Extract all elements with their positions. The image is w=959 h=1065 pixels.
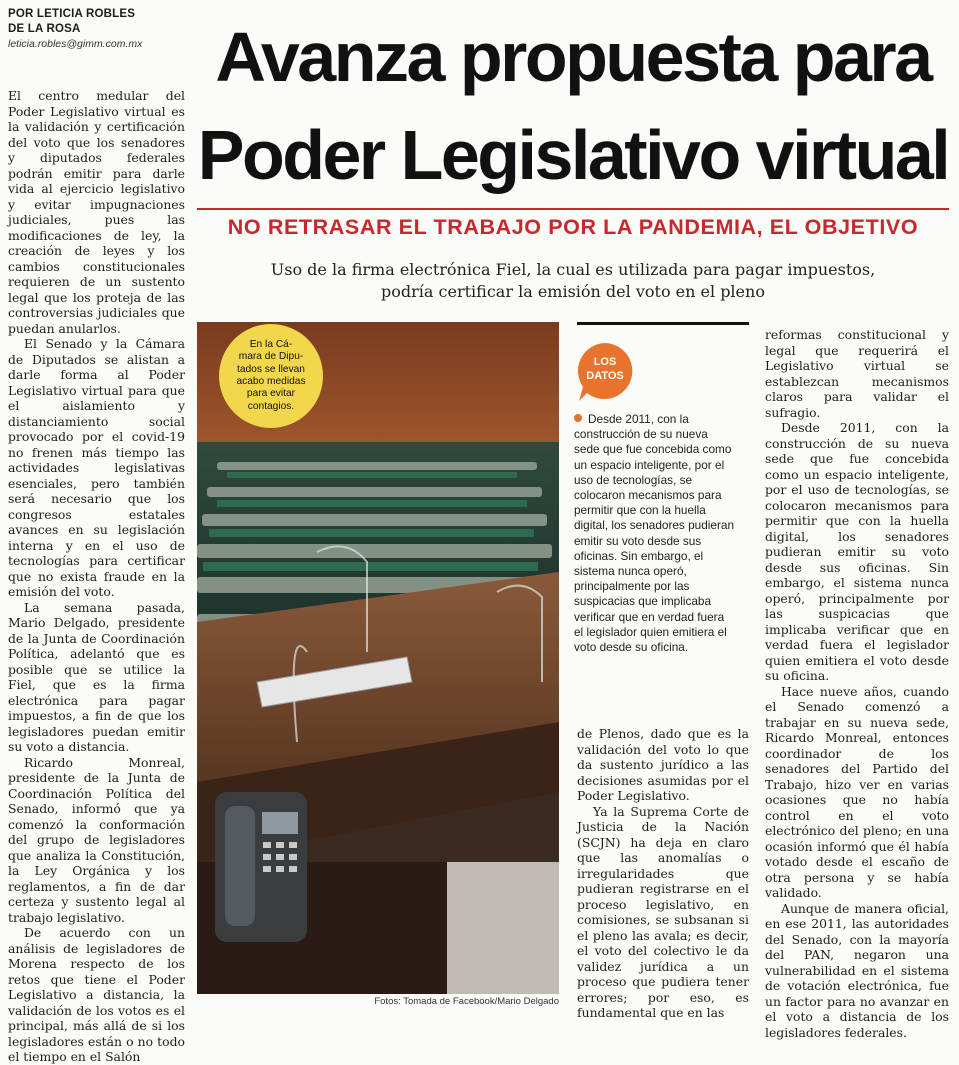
- paragraph: De acuerdo con un análisis de legisladores de Morena respecto de los retos que tiene el Poder Legislativo a distancia, la validación de los votos es el principal, más allá de si los legisladores están o no todo el tiempo en el Salón: [8, 925, 185, 1064]
- bubble-line: acabo medidas: [236, 376, 306, 387]
- article-column-1: [8, 88, 185, 1065]
- deck-line1: Uso de la firma electrónica Fiel, la cual es utilizada para pagar impuestos,: [270, 260, 876, 279]
- bubble-line: tados se llevan: [237, 363, 305, 375]
- author-name-line2: DE LA ROSA: [8, 23, 81, 35]
- headline: [197, 8, 949, 204]
- paragraph: Aunque de manera oficial, en ese 2011, las autoridades del Senado, con la mayoría del PAN, negaron una vulnerabilidad en el sistema de votación electrónica, fue un factor para no avanzar en el voto a distancia de los legisladores federales.: [765, 900, 949, 1040]
- photo-callout-bubble: [219, 324, 323, 428]
- datos-badge-label: [573, 355, 637, 383]
- paragraph: Desde 2011, con la construcción de su nueva sede que fue concebida como un espacio inteligente, por el uso de tecnologías, se colocaron mecanismos para permitir que con la huella digital, los senadores pudieran emitir su voto desde sus oficinas. Sin embargo, el sistema nunca operó, principalmente por las suspicacias que implicaba verificar que en verdad fuera el legislador quien emitiera el voto desde su oficina.: [765, 420, 949, 683]
- badge-line1: LOS: [593, 356, 617, 368]
- paragraph: reformas constitucional y legal que requerirá el Legislativo virtual se establezcan mecanismos claros para validar el sufragio.: [765, 327, 949, 420]
- bubble-line: En la Cá-: [249, 338, 293, 350]
- paragraph: de Plenos, dado que es la validación del voto lo que da sustento jurídico a las decisiones asumidas por el Poder Legislativo.: [577, 726, 749, 803]
- badge-line2: DATOS: [586, 370, 624, 382]
- author-name-line1: POR LETICIA ROBLES: [8, 8, 136, 20]
- kicker-divider: [197, 208, 949, 210]
- bubble-line: contagios.: [247, 400, 295, 412]
- deck-line2: podría certificar la emisión del voto en el pleno: [381, 282, 765, 301]
- paragraph: La semana pasada, Mario Delgado, presidente de la Junta de Coordinación Política, adelantó que es posible que se utilice la Fiel, que es la firma electrónica para pagar impuestos, a fin de que los legisladores puedan emitir su voto a distancia.: [8, 599, 185, 754]
- headline-line1: Avanza propuesta para: [215, 18, 931, 96]
- desk-phone: [215, 792, 307, 942]
- datos-paragraph: Desde 2011, con la construcción de su nueva sede que fue concebida como un espacio inteligente, por el uso de tecnologías, se colocaron mecanismos para permitir que con la huella digital, los senadores pudieran emitir su voto desde sus oficinas. Sin embargo, el sistema nunca operó, principalmente por las suspicacias que implicaba verificar que en verdad fuera el legislador quien emitiera el voto desde su oficina.: [574, 412, 735, 655]
- paragraph: El Senado y la Cámara de Diputados se alistan a darle forma al Poder Legislativo virtual para que el aislamiento y distanciamiento social provocado por el covid-19 no frenen más tiempo las actividades legislativas esenciales, pero también será necesario que los congresos estatales avances en su legislación interna y en el uso de tecnologías para certificar que no exista fraude en la emisión del voto.: [8, 336, 185, 599]
- datos-rule: [577, 322, 749, 325]
- article-column-3: [577, 726, 749, 1021]
- paragraph: Ricardo Monreal, presidente de la Junta de Coordinación Política del Senado, informó que ya comenzó la conformación del grupo de legisladores que analiza la Constitución, la Ley Orgánica y los reglamentos, a fin de dar certeza y sustento legal al trabajo legislativo.: [8, 754, 185, 925]
- chamber-photo: [197, 322, 559, 994]
- kicker: NO RETRASAR EL TRABAJO POR LA PANDEMIA, EL OBJETIVO: [227, 215, 919, 239]
- paragraph: El centro medular del Poder Legislativo virtual es la validación y certificación del voto que los senadores y diputados federales podrán emitir para darle vida al ejercicio legislativo y evitar impugnaciones judiciales, pues las modificaciones de ley, la creación de leyes y los cambios constitucionales requieren de un sustento legal que los proteja de las controversias judiciales que puedan anularlos.: [8, 88, 185, 336]
- bubble-line: para evitar: [246, 388, 296, 400]
- photo-credit: Fotos: Tomada de Facebook/Mario Delgado: [374, 996, 559, 1007]
- author-email[interactable]: leticia.robles@gimm.com.mx: [8, 38, 143, 50]
- article-column-4: [765, 327, 949, 1040]
- paragraph: Ya la Suprema Corte de Justicia de la Nación (SCJN) ha deja en claro que las anomalías o irregularidades que pudieran registrarse en el proceso legislativo, en comisiones, se subsanan si el pleno las avala; es decir, el voto del colectivo le da validez jurídica a un proceso que pudiera tener errores; por eso, es fundamental que en las: [577, 803, 749, 1020]
- byline: [8, 7, 188, 51]
- datos-text: [574, 412, 736, 655]
- bullet-dot: [574, 414, 582, 422]
- deck: [197, 259, 949, 303]
- datos-badge: [573, 341, 637, 405]
- paragraph: Hace nueve años, cuando el Senado comenzó a trabajar en su nueva sede, Ricardo Monreal, entonces coordinador de los senadores del Partido del Trabajo, hizo ver en varias ocasiones que no había control en el voto electrónico del pleno; en una ocasión informó que él había votado desde el escaño de otra persona y se había validado.: [765, 683, 949, 900]
- bubble-line: mara de Dipu-: [238, 351, 304, 363]
- headline-line2: Poder Legislativo virtual: [197, 116, 949, 194]
